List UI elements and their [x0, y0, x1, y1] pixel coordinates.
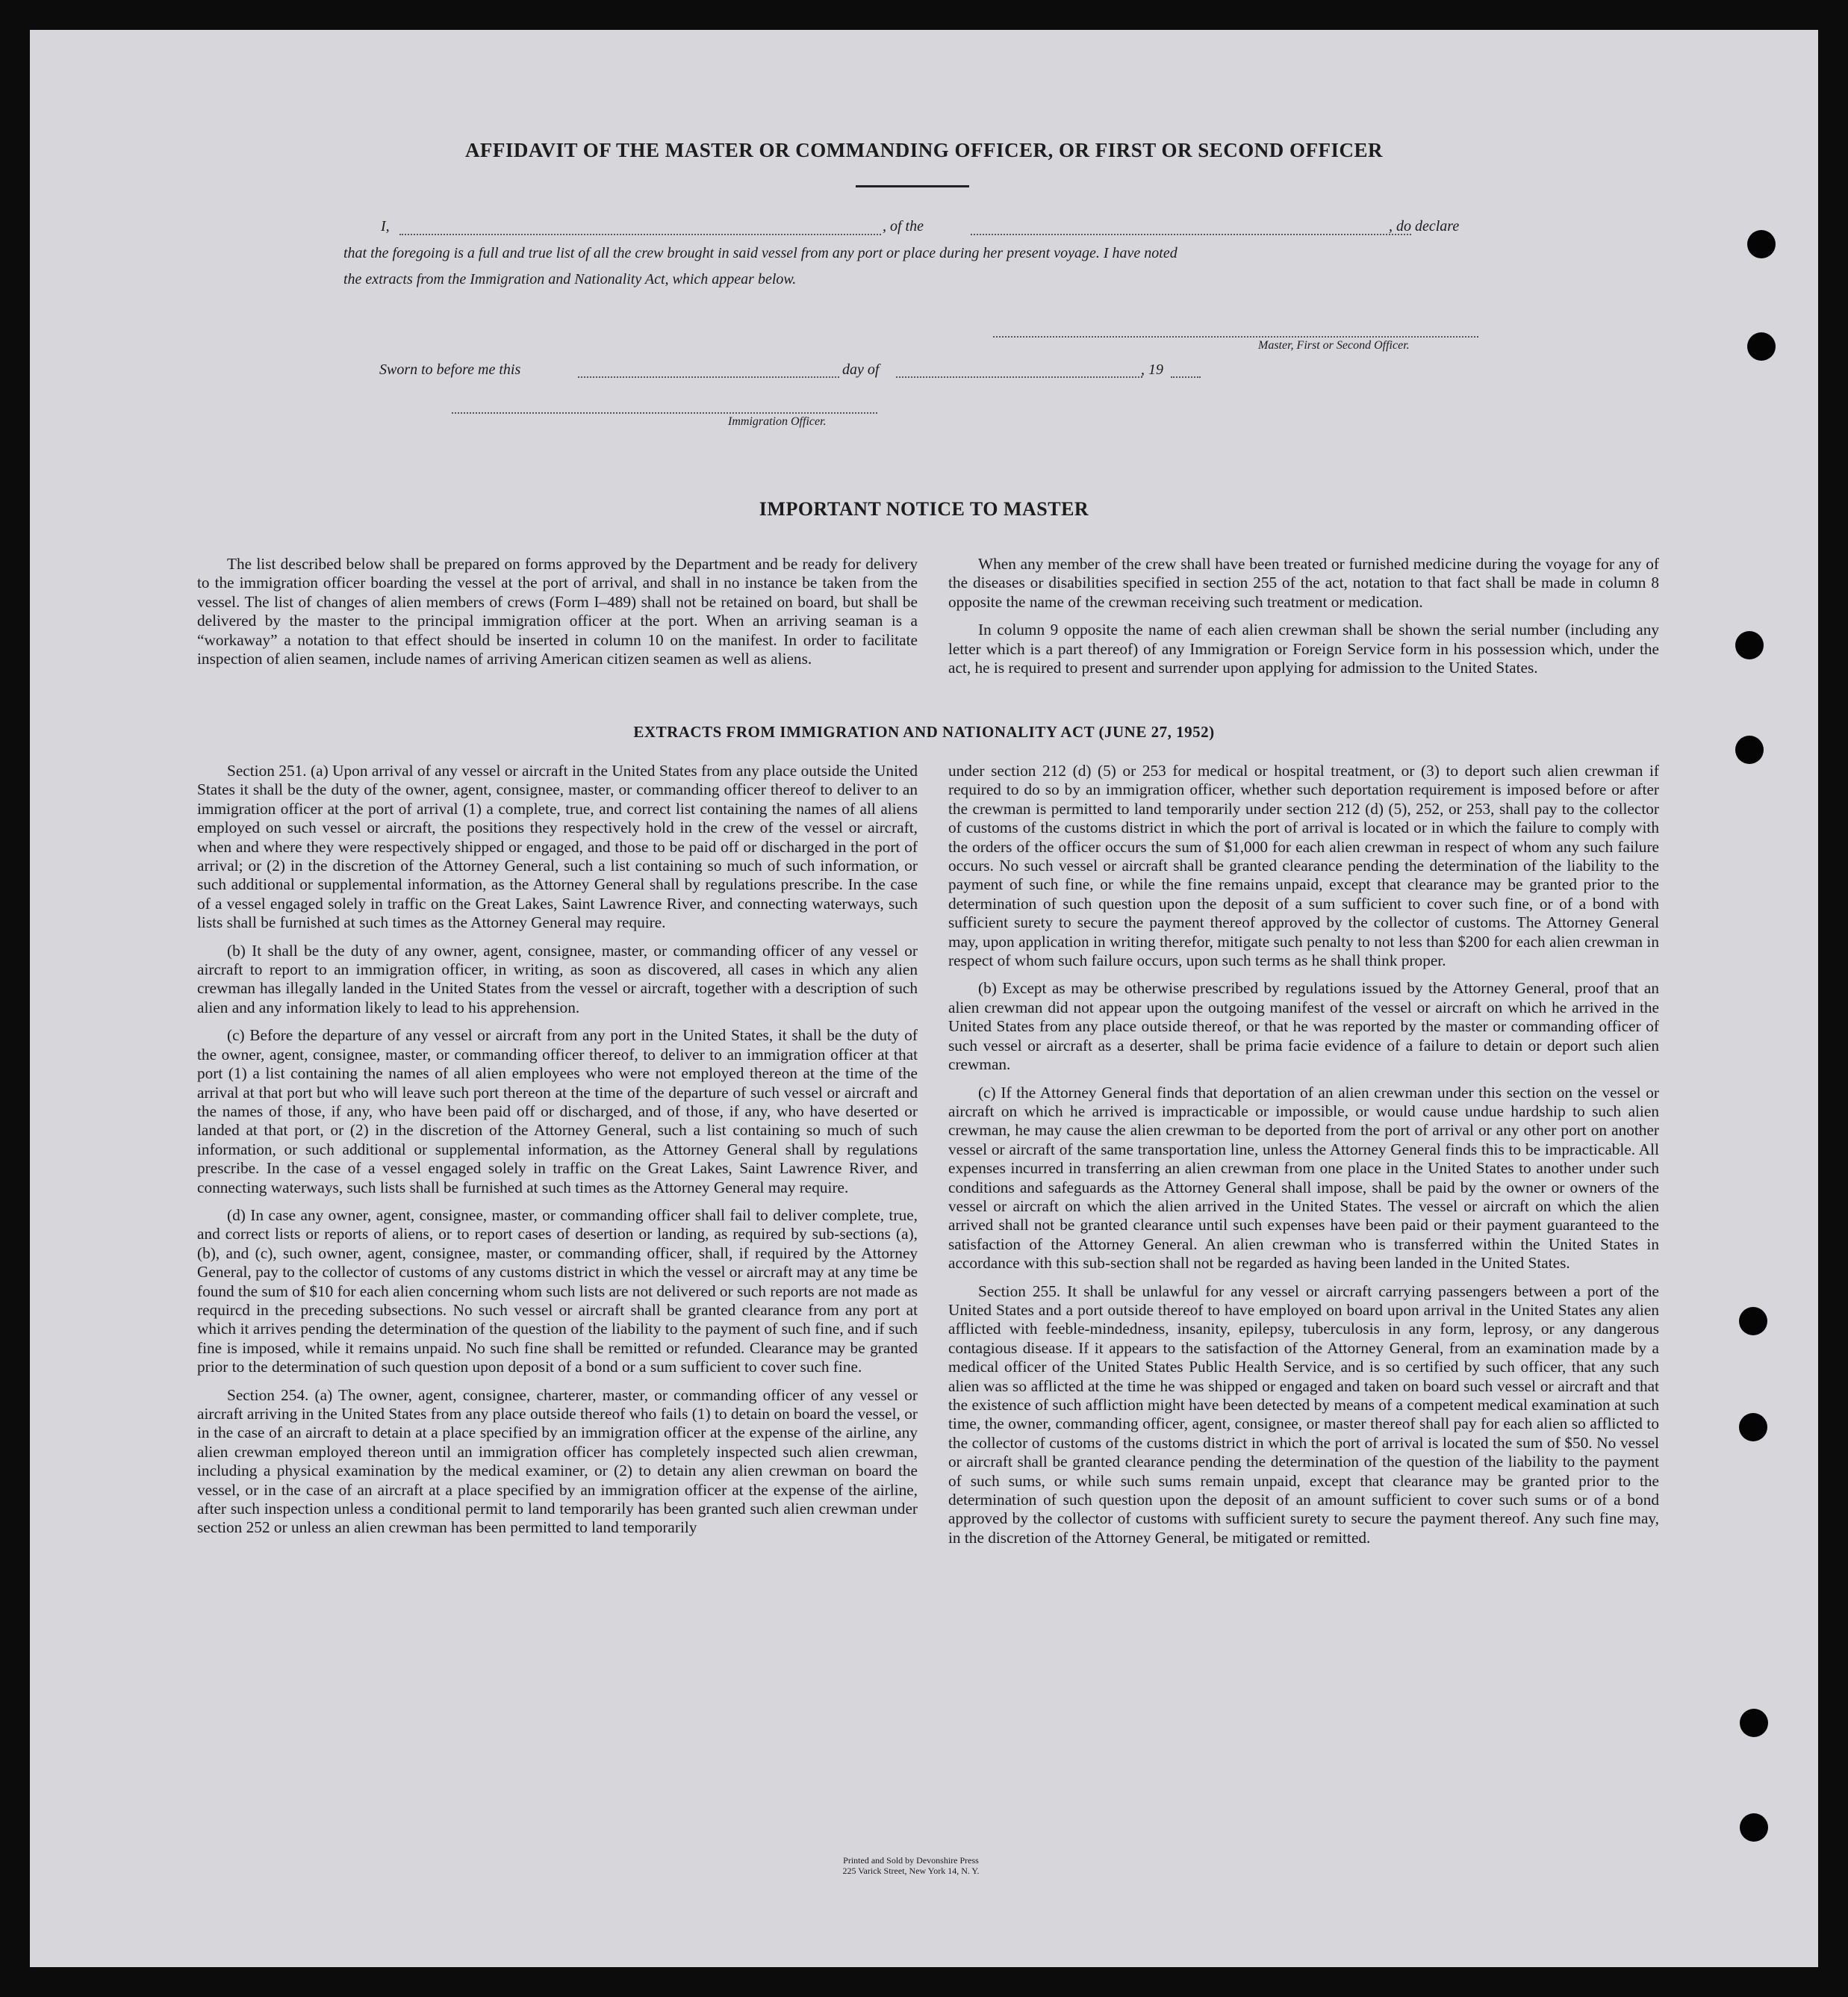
- imprint-line-1: Printed and Sold by Devonshire Press: [843, 1855, 979, 1866]
- extracts-title: EXTRACTS FROM IMMIGRATION AND NATIONALITY ACT (JUNE 27, 1952): [633, 723, 1215, 741]
- vessel-blank: [971, 234, 1411, 235]
- section-251d: (d) In case any owner, agent, consignee, master, or commanding officer shall fail to deliver complete, true, and correct lists or reports of aliens, or to report cases of desertion or landing, as required by sub-sections (a), (b), and (c), such owner, agent, consignee, master, or commanding officer, shall, if required by the Attorney General, pay to the collector of customs of any customs district in which the vessel or aircraft may at any time be found the sum of $10 for each alien concerning whom such lists are not delivered or such reports are not made as requircd in the preceding subsections. No such vessel or aircraft shall be granted clearance from any port at which it arrives pending the determination of the question of the liability to the payment of such fine, and if such fine is imposed, while it remains unpaid. No such fine shall be remitted or refunded. Clearance may be granted prior to the determination of such question upon deposit of a bond or a sum sufficient to cover such fine.: [197, 1205, 918, 1376]
- year-blank: [1171, 376, 1201, 378]
- punch-hole: [1740, 1709, 1768, 1737]
- extracts-right-column: [948, 762, 1659, 1547]
- document-page: [30, 30, 1818, 1967]
- section-254a: Section 254. (a) The owner, agent, consignee, charterer, master, or commanding officer of any vessel or aircraft arriving in the United States from any place outside thereof who fails (1) to detain on board the vessel, or in the case of an aircraft to detain at a place specified by an immigration officer at the expense of the airline, any alien crewman employed thereon until an immigration officer has completely inspected such alien crewman, including a physical examination by the medical examiner, or (2) to detain any alien crewman on board the vessel, or in the case of an aircraft at a place specified by an immigration officer at the expense of the airline, after such inspection unless a conditional permit to land temporarily has been granted such alien crewman under section 252 or unless an alien crewman has been permitted to land temporarily: [197, 1385, 918, 1537]
- affidavit-line2: that the foregoing is a full and true list of all the crew brought in said vessel from any port or place during her present voyage. I have noted: [343, 245, 1177, 261]
- section-251b: (b) It shall be the duty of any owner, agent, consignee, master, or commanding officer of any vessel or aircraft to report to an immigration officer, in writing, as soon as discovered, all cases in which any alien crewman has illegally landed in the United States from the vessel or aircraft, together with a description of such alien and any information likely to lead to his apprehension.: [197, 941, 918, 1016]
- section-254c: (c) If the Attorney General finds that deportation of an alien crewman under this section on the vessel or aircraft on which he arrived is impracticable or impossible, or would cause undue hardship to such alien crewman, he may cause the alien crewman to be deported from the port of arrival or any other port on another vessel or aircraft of the same transportation line, unless the Attorney General finds this to be impracticable. All expenses incurred in transferring an alien crewman from one place in the United States to another under such conditions and safeguards as the Attorney General shall impose, shall be paid by the owner or owners of the vessel or aircraft on which the alien arrived in the United States. The vessel or aircraft on which the alien arrived shall not be granted clearance until such expenses have been paid or their payment guaranteed to the satisfaction of the Attorney General. An alien crewman who is transferred within the United States in accordance with this sub-section shall not be regarded as having been landed in the United States.: [948, 1083, 1659, 1273]
- section-255: Section 255. It shall be unlawful for any vessel or aircraft carrying passengers between a port of the United States and a port outside thereof to have employed on board upon arrival in the United States any alien afflicted with feeble-mindedness, insanity, epilepsy, tuberculosis in any form, leprosy, or any dangerous contagious disease. If it appears to the satisfaction of the Attorney General, from an examination made by a medical officer of the United States Public Health Service, and is so certified by such officer, that any such alien was so afflicted at the time he was shipped or engaged and taken on board such vessel or aircraft and that the existence of such affliction might have been detected by means of a competent medical examination at such time, the owner, commanding officer, agent, consignee, or master thereof shall pay for each alien so afflicted to the collector of customs of the customs district in which the port of arrival is located the sum of $50. No vessel or aircraft shall be granted clearance pending the determination of the question of the liability to the payment of such sums, or while such sums remain unpaid, except that clearance may be granted prior to the determination of such question upon the deposit of an amount sufficient to cover such sums or of a bond approved by the collector of customs with sufficient surety to secure the payment thereof. Any such fine may, in the discretion of the Attorney General, be mitigated or remitted.: [948, 1282, 1659, 1547]
- printer-imprint: [806, 1855, 1015, 1876]
- imprint-line-2: 225 Varick Street, New York 14, N. Y.: [842, 1866, 980, 1876]
- day-of-label: day of: [842, 361, 880, 378]
- extracts-left-column: [197, 762, 918, 1538]
- name-blank: [399, 234, 881, 235]
- punch-hole: [1739, 1307, 1767, 1335]
- sworn-label: Sworn to before me this: [379, 361, 521, 378]
- section-254b: (b) Except as may be otherwise prescribed by regulations issued by the Attorney General, proof that an alien crewman did not appear upon the outgoing manifest of the vessel or aircraft on which he arrived in the United States from any place outside thereof, or that he was reported by the master or commanding officer of such vessel or aircraft as a deserter, shall be prima facie evidence of a failure to detain or deport such alien crewman.: [948, 979, 1659, 1074]
- punch-hole: [1739, 1413, 1767, 1441]
- section-251a: Section 251. (a) Upon arrival of any vessel or aircraft in the United States from any place outside the United States it shall be the duty of the owner, agent, consignee, master, or commanding officer thereof to deliver to an immigration officer at the port of arrival (1) a complete, true, and correct list containing the names of all aliens employed on such vessel or aircraft, the positions they respectively hold in the crew of the vessel or aircraft, when and where they were respectively shipped or engaged, and those to be paid off or discharged in the port of arrival; or (2) in the discretion of the Attorney General, such a list containing so much of such information, or such additional or supplemental information, as the Attorney General shall by regulations prescribe. In the case of a vessel engaged solely in traffic on the Great Lakes, Saint Lawrence River, and connecting waterways, such lists shall be furnished at such times as the Attorney General may require.: [197, 762, 918, 932]
- section-251c: (c) Before the departure of any vessel or aircraft from any port in the United States, it shall be the duty of the owner, agent, consignee, master, or commanding officer thereof, to deliver to an immigration officer at that port (1) a list containing the names of all alien employees who were not employed thereon at the time of the arrival at that port but who will leave such port thereon at the time of the departure of such vessel or aircraft and the names of those, if any, who have been paid off or discharged, and of those, if any, who have deserted or landed at that port, or (2) in the discretion of the Attorney General, such a list containing so much of such information, or such additional or supplemental information, as the Attorney General shall by regulations prescribe. In the case of a vessel engaged solely in traffic on the Great Lakes, Saint Lawrence River, and connecting waterways, such lists shall be furnished at such times as the Attorney General may require.: [197, 1026, 918, 1196]
- notice-title: IMPORTANT NOTICE TO MASTER: [759, 498, 1089, 520]
- notice-left-paragraph: The list described below shall be prepared on forms approved by the Department and be ready for delivery to the immigration officer boarding the vessel at the port of arrival, and shall in no instance be taken from the vessel. The list of changes of alien members of crews (Form I–489) shall not be retained on board, but shall be delivered by the master to the principal immigration officer at the port. When an arriving seaman is a “workaway” a notation to that effect should be inserted in column 10 on the manifest. In order to facilitate inspection of alien seamen, include names of arriving American citizen seamen as well as aliens.: [197, 555, 918, 668]
- notice-right-paragraph-1: When any member of the crew shall have been treated or furnished medicine during the voyage for any of the diseases or disabilities specified in section 255 of the act, notation to that fact shall be made in column 8 opposite the name of the crewman receiving such treatment or medication.: [948, 555, 1659, 611]
- master-signature-caption: Master, First or Second Officer.: [1258, 339, 1410, 352]
- officer-signature-line: [452, 412, 877, 414]
- punch-hole: [1747, 230, 1776, 258]
- punch-hole: [1735, 631, 1764, 659]
- sworn-month-blank: [896, 376, 1142, 378]
- affidavit-line3: the extracts from the Immigration and Nationality Act, which appear below.: [343, 271, 797, 288]
- notice-right-paragraph-2: In column 9 opposite the name of each alien crewman shall be shown the serial number (including any letter which is a part thereof) of any Immigration or Foreign Service form in his possession which, under the act, he is required to present and surrender upon applying for admission to the United States.: [948, 621, 1659, 677]
- sworn-day-blank: [578, 376, 839, 378]
- punch-hole: [1747, 332, 1776, 361]
- punch-hole: [1735, 736, 1764, 764]
- of-the-label: , of the: [883, 218, 924, 235]
- notice-right-column: [948, 555, 1659, 677]
- affidavit-title: AFFIDAVIT OF THE MASTER OR COMMANDING OFFICER, OR FIRST OR SECOND OFFICER: [464, 139, 1384, 161]
- affidavit-i-label: I,: [381, 218, 390, 235]
- title-underline: [856, 185, 969, 187]
- punch-hole: [1740, 1813, 1768, 1842]
- section-254a-continued: under section 212 (d) (5) or 253 for medical or hospital treatment, or (3) to deport such alien crewman if required to do so by an immigration officer, whether such deportation requirement is imposed before or after the crewman is permitted to land temporarily under section 212 (d) (5), 252, or 253, shall pay to the collector of customs of the customs district in which the port of arrival is located or in which the failure to comply with the orders of the officer occurs the sum of $1,000 for each alien crewman in respect of whom any such failure occurs. No such vessel or aircraft shall be granted clearance pending the determination of the liability to the payment of such fine, or while the fine remains unpaid, except that clearance may be granted prior to the determination of such question upon the deposit of a sum sufficient to cover such fine, or of a bond with sufficient surety to secure the payment thereof approved by the collector of customs. The Attorney General may, upon application in writing therefor, mitigate such penalty to not less than $200 for each alien crewman in respect of whom such failure occurs, upon such terms as he shall think proper.: [948, 762, 1659, 970]
- year-label: , 19: [1141, 361, 1163, 378]
- do-declare-label: , do declare: [1389, 218, 1460, 235]
- master-signature-line: [993, 336, 1478, 338]
- officer-signature-caption: Immigration Officer.: [728, 415, 827, 428]
- notice-left-column: [197, 555, 918, 668]
